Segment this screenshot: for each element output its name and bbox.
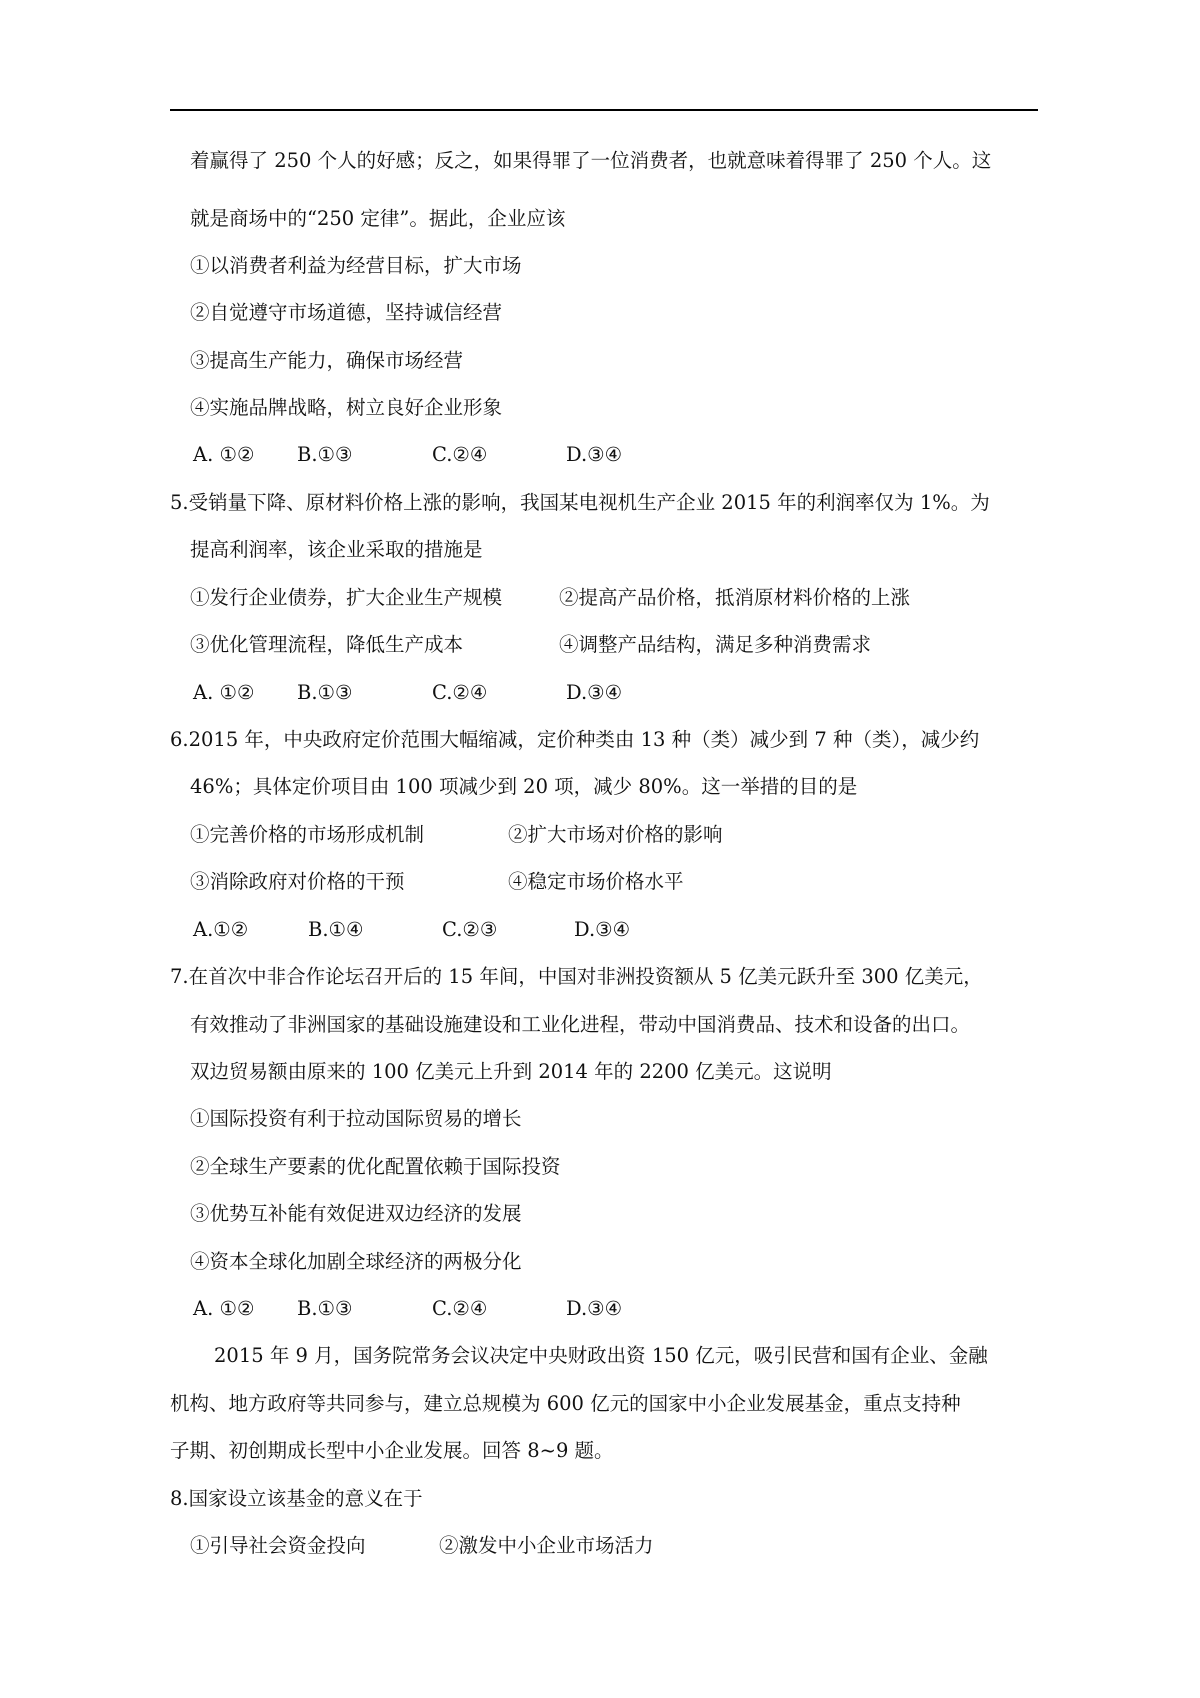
q5-choice-a: A. ①② (193, 681, 255, 704)
q7-stem-line3: 双边贸易额由原来的 100 亿美元上升到 2014 年的 2200 亿美元。这说明 (190, 1060, 832, 1083)
q7-choice-c: C.②④ (432, 1297, 488, 1320)
passage-line1: 2015 年 9 月，国务院常务会议决定中央财政出资 150 亿元，吸引民营和国有企业、金融 (214, 1344, 988, 1367)
passage-line2: 机构、地方政府等共同参与，建立总规模为 600 亿元的国家中小企业发展基金，重点支持种 (170, 1392, 961, 1415)
q5-option-3: ③优化管理流程，降低生产成本 (190, 633, 464, 656)
q4-option-1: ①以消费者利益为经营目标，扩大市场 (190, 254, 522, 277)
q6-option-3: ③消除政府对价格的干预 (190, 870, 405, 893)
q5-stem-line2: 提高利润率，该企业采取的措施是 (190, 538, 483, 561)
q6-stem-line1: 6.2015 年，中央政府定价范围大幅缩减，定价种类由 13 种（类）减少到 7 种（类），减少约 (170, 728, 980, 751)
q6-choice-d: D.③④ (574, 918, 631, 941)
q8-option-1: ①引导社会资金投向 (190, 1534, 366, 1557)
header-rule (170, 109, 1038, 111)
q5-option-2: ②提高产品价格，抵消原材料价格的上涨 (559, 586, 911, 609)
q5-choice-b: B.①③ (297, 681, 353, 704)
q4-choice-c: C.②④ (432, 443, 488, 466)
q7-stem-line2: 有效推动了非洲国家的基础设施建设和工业化进程，带动中国消费品、技术和设备的出口。 (190, 1013, 971, 1036)
q5-stem-line1: 5.受销量下降、原材料价格上涨的影响，我国某电视机生产企业 2015 年的利润率仅为 1%。为 (170, 491, 990, 514)
q7-option-4: ④资本全球化加剧全球经济的两极分化 (190, 1250, 522, 1273)
q6-option-4: ④稳定市场价格水平 (508, 870, 684, 893)
q7-choice-d: D.③④ (566, 1297, 623, 1320)
q4-stem-line2: 就是商场中的“250 定律”。据此，企业应该 (190, 207, 566, 230)
q7-option-1: ①国际投资有利于拉动国际贸易的增长 (190, 1107, 522, 1130)
q7-option-3: ③优势互补能有效促进双边经济的发展 (190, 1202, 522, 1225)
q4-stem-line1: 着赢得了 250 个人的好感；反之，如果得罪了一位消费者，也就意味着得罪了 250 个人。这 (190, 149, 992, 172)
q7-choice-a: A. ①② (193, 1297, 255, 1320)
q6-option-1: ①完善价格的市场形成机制 (190, 823, 425, 846)
q4-option-2: ②自觉遵守市场道德，坚持诚信经营 (190, 301, 503, 324)
q5-option-1: ①发行企业债券，扩大企业生产规模 (190, 586, 503, 609)
q5-choice-d: D.③④ (566, 681, 623, 704)
q6-choice-a: A.①② (193, 918, 249, 941)
q5-choice-c: C.②④ (432, 681, 488, 704)
q4-choice-d: D.③④ (566, 443, 623, 466)
q5-option-4: ④调整产品结构，满足多种消费需求 (559, 633, 872, 656)
passage-line3: 子期、初创期成长型中小企业发展。回答 8~9 题。 (170, 1439, 614, 1462)
q4-choice-b: B.①③ (297, 443, 353, 466)
q6-choice-b: B.①④ (308, 918, 364, 941)
q8-option-2: ②激发中小企业市场活力 (439, 1534, 654, 1557)
q4-choice-a: A. ①② (193, 443, 255, 466)
q6-choice-c: C.②③ (442, 918, 498, 941)
q6-stem-line2: 46%；具体定价项目由 100 项减少到 20 项，减少 80%。这一举措的目的是 (190, 775, 858, 798)
q4-option-4: ④实施品牌战略，树立良好企业形象 (190, 396, 503, 419)
q8-stem-line1: 8.国家设立该基金的意义在于 (170, 1487, 423, 1510)
q6-option-2: ②扩大市场对价格的影响 (508, 823, 723, 846)
q7-option-2: ②全球生产要素的优化配置依赖于国际投资 (190, 1155, 561, 1178)
q7-choice-b: B.①③ (297, 1297, 353, 1320)
q4-option-3: ③提高生产能力，确保市场经营 (190, 349, 464, 372)
q7-stem-line1: 7.在首次中非合作论坛召开后的 15 年间，中国对非洲投资额从 5 亿美元跃升至 300 亿美元， (170, 965, 983, 988)
